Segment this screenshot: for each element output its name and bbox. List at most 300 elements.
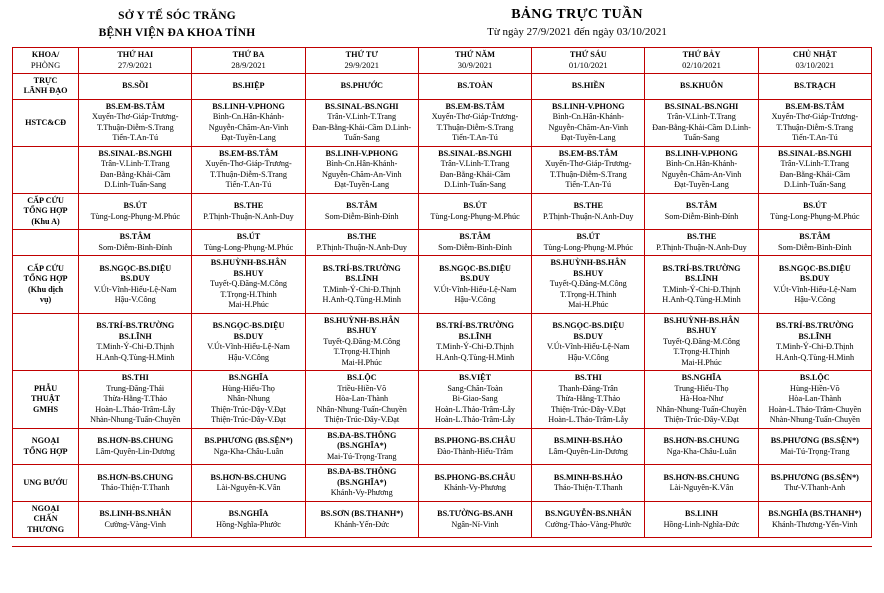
column-header-weekday: KHOA/	[31, 49, 60, 59]
staff-names: Tùng-Long-Phụng-M.Phúc	[430, 211, 520, 221]
staff-names: Bình-Cn.Hân-Khánh-	[552, 112, 624, 122]
doctor-name: BS.PHONG-BS.CHÂU	[434, 472, 516, 482]
doctor-name: BS.EM-BS.TÂM	[445, 101, 505, 111]
staff-names: T.Minh-Ý-Chi-Đ.Thịnh	[436, 342, 514, 352]
staff-names: Trung-Hiếu-Thọ	[674, 383, 729, 393]
doctor-name: BS.MINH-BS.HẢO	[553, 472, 623, 482]
doctor-name: BS.TRẠCH	[794, 81, 836, 91]
doctor-name: BS.ĐA-BS.THÔNG	[327, 467, 397, 477]
staff-names: Tuyết-Q.Đăng-M.Công	[663, 336, 741, 346]
staff-names: Tiến-T.An-Tú	[791, 133, 838, 143]
doctor-name: BS.HƠN-BS.CHUNG	[663, 472, 740, 482]
column-header-day-3	[305, 47, 418, 73]
row-label-line: (Khu A)	[31, 216, 60, 226]
row-label-line: NGOẠI	[31, 436, 60, 446]
table-row	[13, 428, 872, 465]
doctor-name: BS.PHƯƠNG (BS.SỆN*)	[770, 436, 859, 446]
doctor-name: BS.PHƯỚC	[340, 81, 383, 91]
doctor-name: BS.SINAL-BS.NGHI	[324, 101, 399, 111]
staff-names: Thư-V.Thanh-Anh	[784, 483, 846, 493]
staff-names: Mai-H.Phúc	[228, 300, 269, 310]
staff-names: Nhân-Nhung-Tuấn-Chuyền	[316, 404, 407, 414]
doctor-name: BS.TRÍ-BS.TRƯỜNG	[775, 321, 854, 331]
footer-rule	[12, 546, 872, 547]
staff-names: Nhàn-Nhung-Tuấn-Chuyền	[90, 415, 181, 425]
doctor-name: BS.NGHĨA	[681, 373, 722, 383]
staff-names: T.Trọng-H.Thinh	[560, 289, 617, 299]
doctor-name: BS.HƠN-BS.CHUNG	[663, 436, 740, 446]
staff-names: Tùng-Long-Phụng-M.Phúc	[90, 211, 180, 221]
staff-names: Triều-Hiền-Võ	[337, 383, 387, 393]
column-header-weekday: THỨ BẢY	[682, 49, 721, 59]
doctor-name: BS.NGHĨA	[228, 373, 269, 383]
row-label-line: PHẪU	[33, 383, 58, 393]
column-header-department	[13, 47, 79, 73]
staff-names: Cường-Vàng-Vinh	[104, 519, 167, 529]
staff-names: Hồng-Nghĩa-Phước	[216, 519, 281, 529]
table-body	[13, 73, 872, 538]
staff-names: Đạt-Tuyền-Lang	[221, 133, 276, 143]
doctor-name: BS.SƠN (BS.THANH*)	[320, 509, 404, 519]
schedule-cell	[645, 256, 758, 314]
doctor-name: BS.LỘC	[346, 373, 377, 383]
staff-names: Nguyễn-Chăm-An-Vinh	[321, 169, 402, 179]
staff-names: Bình-Cn.Hân-Khánh-	[665, 159, 738, 169]
staff-names: V.Út-Vĩnh-Hiếu-Lệ-Nam	[773, 284, 857, 294]
doctor-name: BS.PHONG-BS.CHÂU	[434, 436, 516, 446]
doctor-name: BS.LINH-V.PHONG	[551, 101, 625, 111]
schedule-cell	[645, 371, 758, 429]
staff-names: Hà-Hoa-Như	[679, 394, 724, 404]
schedule-cell	[645, 465, 758, 502]
column-header-date: 27/9/2021	[118, 60, 153, 70]
schedule-cell	[79, 99, 192, 146]
schedule-cell	[305, 256, 418, 314]
doctor-name: BS.HUỲNH-BS.HÂN	[324, 315, 400, 325]
staff-names: Thiện-Trúc-Dậy-V.Đạt	[211, 404, 286, 414]
org-hospital: BỆNH VIỆN ĐA KHOA TỈNH	[98, 27, 256, 40]
schedule-cell	[532, 99, 645, 146]
staff-names: Hoàn-L.Thảo-Trâm-Lẫy	[435, 415, 515, 425]
staff-names: Som-Diễm-Bình-Đỉnh	[777, 242, 852, 252]
doctor-name: BS.TƯỜNG-BS.ANH	[437, 509, 513, 519]
row-label-line: THƯƠNG	[27, 524, 65, 534]
doctor-name: BS.NGỌC-BS.DIỆU	[778, 263, 851, 273]
schedule-cell	[79, 256, 192, 314]
staff-names: Thiện-Trúc-Dây-V.Đạt	[324, 415, 400, 425]
doctor-name: BS.ĐA-BS.THÔNG	[327, 430, 397, 440]
column-header-weekday: THỨ NĂM	[455, 49, 495, 59]
schedule-cell	[79, 428, 192, 465]
column-header-day-7	[758, 47, 871, 73]
doctor-name: BS.EM-BS.TÂM	[558, 148, 618, 158]
schedule-cell	[192, 99, 305, 146]
staff-names: Trân-V.Linh-T.Trang	[327, 112, 397, 122]
schedule-cell	[418, 230, 531, 256]
doctor-name: BS.EM-BS.TÂM	[218, 148, 279, 158]
doctor-name: BS.ÚT	[576, 232, 600, 242]
schedule-cell	[645, 501, 758, 538]
table-row	[13, 230, 872, 256]
staff-names: Hoàn-L.Thảo-Trâm-Lẫy	[548, 415, 629, 425]
schedule-cell	[192, 73, 305, 99]
column-header-weekday: THỨ HAI	[117, 49, 154, 59]
staff-names: Hậu-V.Công	[454, 295, 496, 305]
staff-names: Hoàn-L.Thảo-Trâm-Lẫy	[435, 404, 515, 414]
schedule-cell	[192, 465, 305, 502]
staff-names: Xuyến-Thơ-Giáp-Trương-	[545, 159, 632, 169]
doctor-name: BS.LINH-BS.NHÂN	[99, 509, 172, 519]
column-header-weekday: THỨ BA	[232, 49, 265, 59]
staff-names: Bình-Cn.Hân-Khánh-	[212, 112, 285, 122]
schedule-cell	[418, 193, 531, 230]
schedule-cell	[645, 73, 758, 99]
doctor-name: BS.TOÀN	[457, 81, 493, 91]
column-header-date: 03/10/2021	[795, 60, 835, 70]
staff-names: Thừa-Hằng-T.Thảo	[556, 394, 621, 404]
doctor-name: BS.ÚT	[123, 201, 147, 211]
schedule-cell	[418, 428, 531, 465]
table-row	[13, 256, 872, 314]
staff-names: H.Anh-Q.Tùng-H.Minh	[435, 352, 515, 362]
organization-block	[12, 6, 342, 43]
staff-names: Tuấn-Sang	[343, 133, 380, 143]
staff-names: Tiến-T.An-Tú	[112, 133, 159, 143]
doctor-name: BS.THE	[347, 232, 377, 242]
doctor-name: (BS.NGHĨA*)	[337, 477, 387, 487]
staff-names: Hòa-Lan-Thành	[788, 394, 842, 404]
row-label-line: UNG BƯỚU	[23, 477, 68, 487]
doctor-name: BS.HIỀN	[571, 81, 605, 91]
schedule-cell	[532, 501, 645, 538]
schedule-cell	[305, 501, 418, 538]
table-row	[13, 371, 872, 429]
schedule-cell	[305, 193, 418, 230]
schedule-cell	[418, 465, 531, 502]
staff-names: Som-Diễm-Bình-Đỉnh	[438, 242, 512, 252]
staff-names: Hồng-Linh-Nghĩa-Đức	[663, 519, 740, 529]
staff-names: Nguyễn-Chăm-An-Vinh	[661, 169, 742, 179]
doctor-name: BS.NGỌC-BS.DIỆU	[99, 263, 172, 273]
schedule-cell	[758, 193, 871, 230]
staff-names: Hậu-V.Công	[794, 295, 836, 305]
doctor-name: BS.KHUÔN	[680, 81, 724, 91]
row-label-line: TRỰC	[33, 75, 58, 85]
staff-names: T.Trọng-H.Thịnh	[333, 347, 390, 357]
doctor-name: BS.ÚT	[463, 201, 487, 211]
schedule-cell	[192, 501, 305, 538]
staff-names: Thiện-Trúc-Dây-V.Đạt	[211, 415, 286, 425]
row-label-line: TỔNG HỢP	[23, 206, 68, 216]
doctor-name: BS.HUỲNH-BS.HÂN	[663, 315, 740, 325]
doctor-name: BS.ÚT	[803, 201, 827, 211]
staff-names: Hoàn-L.Thảo-Trâm-Chuyền	[768, 404, 862, 414]
staff-names: Trân-V.Linh-T.Trang	[667, 112, 736, 122]
staff-names: D.Linh-Tuấn-Sang	[783, 180, 846, 190]
staff-names: Đan-Bằng-Khải-Cầm D.Linh-	[312, 122, 412, 132]
schedule-cell	[305, 465, 418, 502]
column-header-day-6	[645, 47, 758, 73]
schedule-table	[12, 47, 872, 539]
schedule-cell	[192, 428, 305, 465]
doctor-name: BS.THI	[121, 373, 149, 383]
staff-names: Trân-V.Linh-T.Trang	[780, 159, 850, 169]
schedule-cell	[305, 146, 418, 193]
staff-names: V.Út-Vĩnh-Hiếu-Lệ-Nam	[433, 284, 517, 294]
row-label-line: NGOẠI	[31, 503, 60, 513]
row-label	[13, 193, 79, 230]
doctor-name: BS.DUY	[460, 274, 490, 284]
staff-names: T.Minh-Ý-Chi-Đ.Thịnh	[96, 342, 175, 352]
staff-names: Nhân-Nhung	[227, 394, 270, 404]
doctor-name: BS.NGHĨA (BS.THANH*)	[768, 509, 862, 519]
staff-names: T.Minh-Ý-Chi-Đ.Thịnh	[322, 284, 401, 294]
schedule-cell	[192, 146, 305, 193]
staff-names: H.Anh-Q.Tùng-H.Minh	[775, 352, 855, 362]
staff-names: T.Minh-Ý-Chi-Đ.Thịnh	[776, 342, 854, 352]
staff-names: T.Trọng-H.Thinh	[220, 289, 277, 299]
staff-names: Thảo-Thiện-T.Thanh	[100, 483, 170, 493]
schedule-cell	[645, 193, 758, 230]
schedule-cell	[758, 230, 871, 256]
staff-names: Nhàn-Nhung-Tuấn-Chuyền	[769, 415, 860, 425]
schedule-cell	[532, 193, 645, 230]
schedule-cell	[418, 73, 531, 99]
staff-names: Thảo-Thiện-T.Thanh	[553, 483, 623, 493]
schedule-cell	[192, 313, 305, 371]
table-row	[13, 465, 872, 502]
staff-names: T.Thuận-Diễm-S.Trang	[776, 122, 854, 132]
document-header	[12, 6, 872, 43]
column-header-date: 28/9/2021	[231, 60, 266, 70]
schedule-cell	[305, 99, 418, 146]
schedule-cell	[79, 73, 192, 99]
schedule-cell	[79, 465, 192, 502]
doctor-name: BS.HUỲNH-BS.HÂN	[210, 258, 287, 268]
schedule-cell	[305, 230, 418, 256]
page-title: BẢNG TRỰC TUẦN	[511, 7, 643, 22]
doctor-name: BS.THE	[573, 201, 603, 211]
staff-names: Som-Diễm-Bình-Đỉnh	[98, 242, 173, 252]
schedule-cell	[645, 313, 758, 371]
doctor-name: BS.PHƯƠNG (BS.SỆN*)	[770, 472, 859, 482]
staff-names: Nga-Kha-Châu-Luân	[666, 446, 737, 456]
staff-names: Sang-Chăn-Toàn	[447, 383, 503, 393]
row-label	[13, 99, 79, 146]
row-label-line: TỔNG HỢP	[23, 274, 68, 284]
column-header-day-4	[418, 47, 531, 73]
column-header-day-1	[79, 47, 192, 73]
column-header-weekday: THỨ TƯ	[345, 49, 378, 59]
table-row	[13, 313, 872, 371]
staff-names: Đan-Bằng-Khải-Cầm	[779, 169, 851, 179]
row-label-line: (Khu dịch	[27, 284, 64, 294]
staff-names: Lài-Nguyên-K.Vân	[669, 483, 734, 493]
row-label-line: GMHS	[33, 404, 59, 414]
staff-names: Nguyễn-Chăm-An-Vinh	[548, 122, 629, 132]
staff-names: Mai-Tú-Trọng-Trang	[327, 451, 397, 461]
staff-names: Lâm-Quyên-Lin-Dương	[95, 446, 175, 456]
row-label	[13, 371, 79, 429]
doctor-name: BS.EM-BS.TÂM	[105, 101, 165, 111]
staff-names: Lâm-Quyên-Lin-Dương	[548, 446, 628, 456]
staff-names: Đan-Bằng-Khải-Cầm	[439, 169, 511, 179]
doctor-name: (BS.NGHĨA*)	[337, 441, 387, 451]
staff-names: Mai-H.Phúc	[568, 300, 609, 310]
staff-names: Trung-Đăng-Thái	[106, 383, 165, 393]
doctor-name: BS.MINH-BS.HẢO	[553, 436, 623, 446]
doctor-name: BS.LINH	[685, 509, 719, 519]
column-header-date: 01/10/2021	[568, 60, 608, 70]
staff-names: Tùng-Long-Phụng-M.Phúc	[203, 242, 294, 252]
schedule-cell	[79, 313, 192, 371]
doctor-name: BS.NGHĨA	[228, 509, 269, 519]
staff-names: Hoàn-L.Thảo-Trâm-Lẫy	[95, 404, 176, 414]
staff-names: Lài-Nguyên-K.Vân	[216, 483, 281, 493]
staff-names: Mai-H.Phúc	[341, 357, 382, 367]
doctor-name: BS.THE	[686, 232, 717, 242]
doctor-name: BS.HIỆP	[232, 81, 265, 91]
staff-names: Nguyễn-Chăm-An-Vinh	[208, 122, 289, 132]
doctor-name: BS.NGUYỄN-BS.NHÂN	[545, 509, 632, 519]
staff-names: Hùng-Hiếu-Thọ	[222, 383, 275, 393]
row-label	[13, 73, 79, 99]
doctor-name: BS.LĨNH	[458, 331, 492, 341]
column-header-date: 02/10/2021	[682, 60, 721, 70]
row-label	[13, 256, 79, 314]
staff-names: Mai-Tú-Trọng-Trang	[780, 446, 850, 456]
staff-names: Hòa-Lan-Thành	[335, 394, 389, 404]
schedule-cell	[305, 313, 418, 371]
schedule-cell	[532, 146, 645, 193]
schedule-cell	[305, 73, 418, 99]
schedule-cell	[758, 73, 871, 99]
staff-names: V.Út-Vĩnh-Hiếu-Lệ-Nam	[546, 342, 630, 352]
row-label-line: CHẤN	[33, 514, 58, 524]
schedule-cell	[758, 256, 871, 314]
schedule-cell	[305, 428, 418, 465]
schedule-cell	[305, 371, 418, 429]
row-label-line: CẤP CỨU	[27, 195, 64, 205]
doctor-name: BS.TÂM	[119, 232, 151, 242]
doctor-name: BS.DUY	[233, 331, 264, 341]
schedule-cell	[532, 73, 645, 99]
schedule-cell	[418, 313, 531, 371]
doctor-name: BS.HƠN-BS.CHUNG	[210, 472, 287, 482]
column-header-day-5	[532, 47, 645, 73]
staff-names: Cường-Thảo-Vàng-Phước	[545, 519, 632, 529]
table-row	[13, 501, 872, 538]
schedule-cell	[192, 371, 305, 429]
staff-names: H.Anh-Q.Tùng-H.Minh	[322, 295, 401, 305]
row-label-line: CẤP CỨU	[27, 263, 64, 273]
schedule-cell	[532, 428, 645, 465]
doctor-name: BS.LỘC	[799, 373, 830, 383]
staff-names: Som-Diễm-Bình-Đỉnh	[664, 211, 739, 221]
row-label	[13, 146, 79, 193]
doctor-name: BS.HUY	[686, 326, 717, 336]
row-label-line: HSTC&CĐ	[25, 117, 67, 127]
staff-names: Hậu-V.Công	[114, 295, 156, 305]
staff-names: Xuyến-Thơ-Giáp-Trương-	[771, 112, 859, 122]
doctor-name: BS.LINH-V.PHONG	[665, 148, 738, 158]
doctor-name: BS.TÂM	[685, 201, 718, 211]
staff-names: Tuyết-Q.Đăng-M.Công	[323, 336, 401, 346]
schedule-cell	[79, 193, 192, 230]
doctor-name: BS.HUỲNH-BS.HÂN	[550, 258, 627, 268]
doctor-name: BS.LĨNH	[798, 331, 832, 341]
doctor-name: BS.TRÍ-BS.TRƯỜNG	[436, 321, 514, 331]
schedule-cell	[758, 146, 871, 193]
schedule-cell	[192, 256, 305, 314]
staff-names: H.Anh-Q.Tùng-H.Minh	[96, 352, 175, 362]
staff-names: Hậu-V.Công	[567, 352, 609, 362]
schedule-cell	[532, 371, 645, 429]
schedule-cell	[418, 146, 531, 193]
staff-names: P.Thịnh-Thuận-N.Anh-Duy	[543, 211, 634, 221]
staff-names: Tiến-T.An-Tú	[225, 180, 272, 190]
staff-names: Tuyết-Q.Đăng-M.Công	[210, 279, 288, 289]
doctor-name: BS.SINAL-BS.NGHI	[98, 148, 173, 158]
staff-names: Hậu-V.Công	[228, 352, 270, 362]
staff-names: Tuyết-Q.Đăng-M.Công	[549, 279, 627, 289]
doctor-name: BS.NGỌC-BS.DIỆU	[212, 321, 285, 331]
doctor-name: BS.DUY	[120, 274, 151, 284]
row-label	[13, 501, 79, 538]
staff-names: Bình-Cn.Hân-Khánh-	[326, 159, 398, 169]
staff-names: T.Thuận-Diễm-S.Trang	[96, 122, 174, 132]
schedule-cell	[79, 371, 192, 429]
staff-names: Xuyến-Thơ-Giáp-Trương-	[205, 159, 292, 169]
schedule-cell	[532, 313, 645, 371]
staff-names: Tuấn-Sang	[683, 133, 720, 143]
staff-names: Tùng-Long-Phụng-M.Phúc	[543, 242, 633, 252]
staff-names: Tiến-T.An-Tú	[565, 180, 612, 190]
row-label-line: vụ)	[39, 295, 52, 305]
staff-names: P.Thịnh-Thuận-N.Anh-Duy	[316, 242, 408, 252]
doctor-name: BS.PHƯƠNG (BS.SỆN*)	[204, 436, 293, 446]
staff-names: H.Anh-Q.Tùng-H.Minh	[662, 295, 741, 305]
doctor-name: BS.SINAL-BS.NGHI	[777, 148, 852, 158]
org-department: SỞ Y TẾ SÓC TRĂNG	[118, 10, 236, 22]
staff-names: Đạt-Tuyền-Lang	[674, 180, 729, 190]
staff-names: Nga-Kha-Châu-Luân	[213, 446, 284, 456]
schedule-cell	[79, 230, 192, 256]
schedule-cell	[758, 371, 871, 429]
schedule-cell	[192, 193, 305, 230]
doctor-name: BS.THI	[574, 373, 602, 383]
staff-names: T.Thuận-Diễm-S.Trang	[210, 169, 287, 179]
doctor-name: BS.LĨNH	[118, 331, 152, 341]
row-label	[13, 428, 79, 465]
doctor-name: BS.TRÍ-BS.TRƯỜNG	[96, 321, 175, 331]
staff-names: Thiện-Trúc-Dây-V.Đạt	[664, 415, 739, 425]
staff-names: Tiến-T.An-Tú	[452, 133, 498, 143]
staff-names: Trân-V.Linh-T.Trang	[440, 159, 510, 169]
row-label	[13, 465, 79, 502]
staff-names: Thanh-Đăng-Trân	[558, 383, 618, 393]
schedule-cell	[79, 146, 192, 193]
schedule-cell	[418, 99, 531, 146]
schedule-cell	[79, 501, 192, 538]
schedule-cell	[418, 501, 531, 538]
row-label-line: THUẬT	[31, 394, 61, 404]
staff-names: D.Linh-Tuấn-Sang	[104, 180, 167, 190]
doctor-name: BS.LĨNH	[685, 274, 719, 284]
doctor-name: BS.LINH-V.PHONG	[212, 101, 285, 111]
column-header-date: 30/9/2021	[457, 60, 493, 70]
schedule-cell	[758, 99, 871, 146]
